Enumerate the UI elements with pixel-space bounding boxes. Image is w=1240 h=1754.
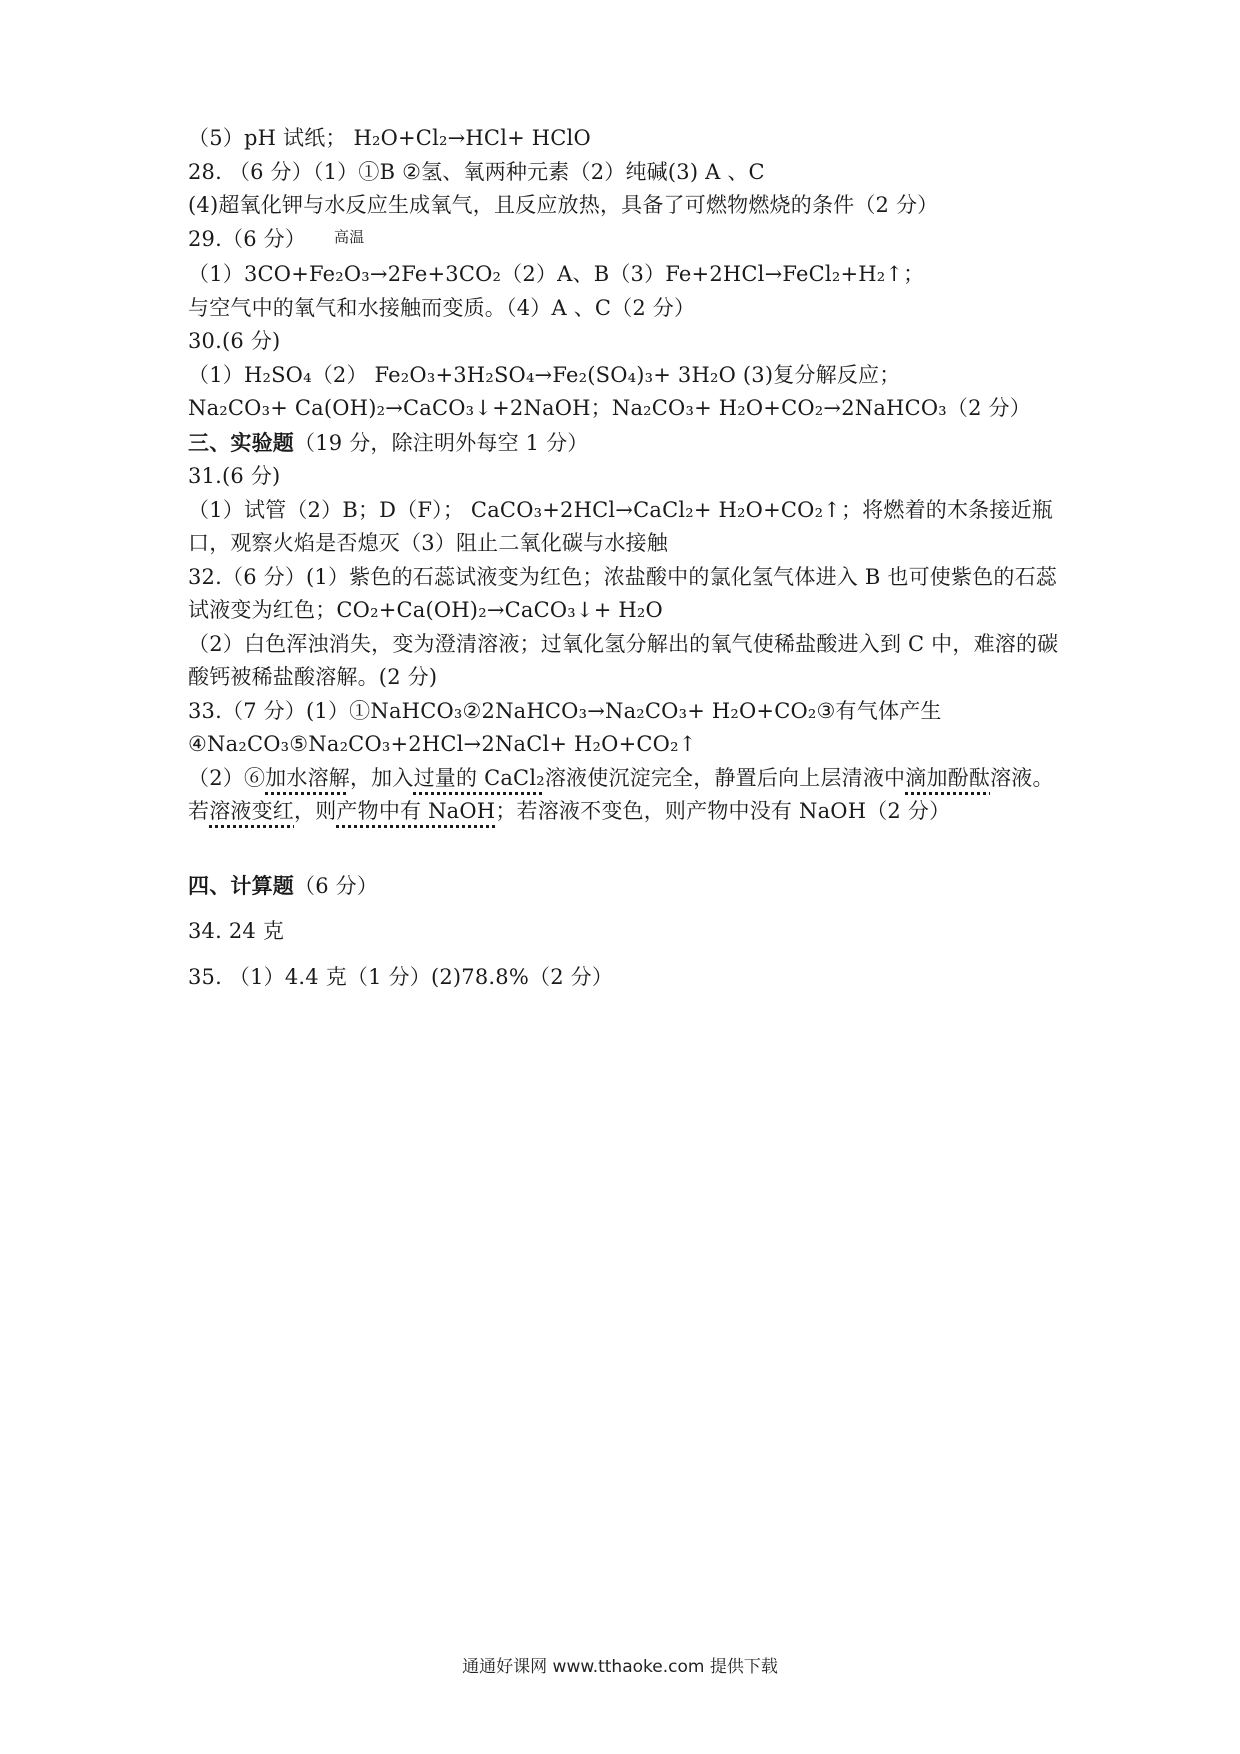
answer-q30-cont: Na₂CO₃+ Ca(OH)₂→CaCO₃↓+2NaOH；Na₂CO₃+ H₂O+CO₂→2NaHCO₃（2 分）: [188, 396, 1031, 420]
section-note: （6 分）: [294, 873, 379, 898]
answer-q33: 33.（7 分）(1）①NaHCO₃②2NaHCO₃→Na₂CO₃+ H₂O+CO₂③有气体产生: [188, 698, 942, 723]
section-title: 三、实验题: [188, 429, 294, 455]
section-heading-calculation: [188, 869, 1068, 904]
question-number: 29.（6 分）: [188, 226, 307, 251]
answer-q31-header: 31.(6 分): [188, 464, 281, 488]
section-note: （19 分，除注明外每空 1 分）: [294, 430, 589, 455]
spacer: [188, 829, 1068, 869]
text-segment: ，则: [294, 799, 337, 823]
answer-q31: （1）试管（2）B；D（F）； CaCO₃+2HCl→CaCl₂+ H₂O+CO₂↑；将燃着的木条接近瓶口，观察火焰是否熄灭（3）阻止二氧化碳与水接触: [188, 497, 1053, 555]
text-segment: （2）⑥: [188, 765, 266, 790]
answer-q33-part2: [188, 762, 1068, 796]
page-footer: 通通好课网 www.tthaoke.com 提供下载: [462, 1657, 778, 1677]
answer-q32: 32.（6 分）(1）紫色的石蕊试液变为红色；浓盐酸中的氯化氢气体进入 B 也可使紫色的石蕊试液变为红色；CO₂+Ca(OH)₂→CaCO₃↓+ H₂O: [188, 564, 1057, 622]
section-title: 四、计算题: [188, 872, 294, 898]
emphasis-segment: 产物中有 NaOH: [336, 799, 496, 823]
answer-q29-cont: 与空气中的氧气和水接触而变质。（4）A 、C（2 分）: [188, 295, 696, 320]
answer-q34: 34. 24 克: [188, 919, 285, 943]
answer-line: （5）pH 试纸； H₂O+Cl₂→HCl+ HClO: [188, 126, 591, 150]
emphasis-segment: 溶液变红: [209, 799, 295, 823]
text-segment: ，加入: [349, 765, 414, 790]
answer-q28-part4: (4)超氧化钾与水反应生成氧气，且反应放热，具备了可燃物燃烧的条件（2 分）: [188, 193, 939, 217]
text-segment: 溶液。: [990, 765, 1054, 790]
emphasis-segment: 加水溶解: [265, 765, 350, 790]
answer-q35: 35. （1）4.4 克（1 分）(2)78.8%（2 分）: [188, 964, 614, 989]
answer-key-body: [188, 122, 1068, 994]
text-segment: 溶液使沉淀完全，静置后向上层清液中: [544, 765, 906, 790]
spacer: [188, 903, 1068, 915]
answer-q29-header: [188, 223, 1068, 259]
spacer: [188, 949, 1068, 961]
emphasis-segment: 滴加酚酞: [905, 765, 991, 790]
answer-q33-cont: ④Na₂CO₃⑤Na₂CO₃+2HCl→2NaCl+ H₂O+CO₂↑: [188, 732, 697, 756]
answer-q29: （1）3CO+Fe₂O₃→2Fe+3CO₂（2）A、B（3）Fe+2HCl→FeCl₂+H₂↑；: [188, 262, 925, 286]
reaction-condition-note: 高温: [334, 227, 365, 246]
section-heading-experiment: [188, 426, 1068, 461]
answer-q30: （1）H₂SO₄（2） Fe₂O₃+3H₂SO₄→Fe₂(SO₄)₃+ 3H₂O (3)复分解反应；: [188, 362, 901, 387]
answer-q33-part2-cont: [188, 795, 1068, 829]
text-segment: 若: [188, 799, 210, 823]
answer-q28: 28. （6 分）（1）①B ②氢、氧两种元素（2）纯碱(3) A 、C: [188, 159, 765, 184]
answer-q32-part2: （2）白色浑浊消失，变为澄清溶液；过氧化氢分解出的氧气使稀盐酸进入到 C 中，难溶的碳酸钙被稀盐酸溶解。(2 分): [188, 631, 1059, 689]
text-segment: ；若溶液不变色，则产物中没有 NaOH（2 分）: [495, 799, 951, 823]
answer-q30-header: 30.(6 分): [188, 329, 281, 353]
emphasis-segment: 过量的 CaCl₂: [413, 765, 545, 790]
